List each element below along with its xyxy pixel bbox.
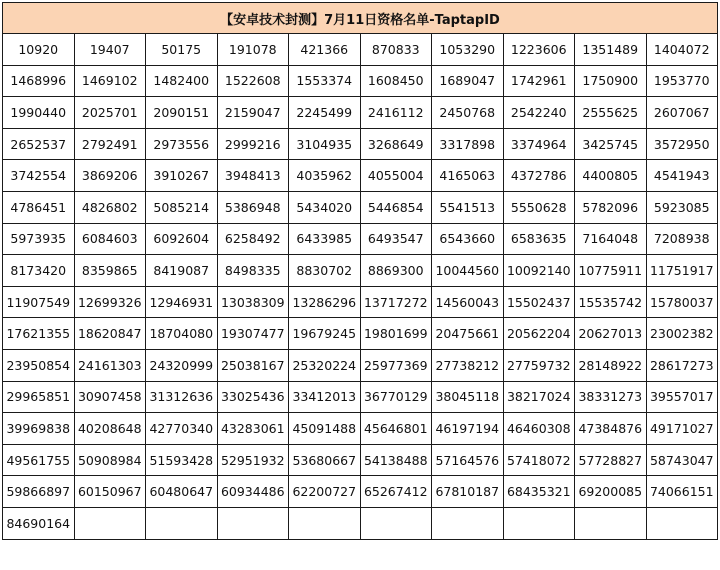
id-cell: 3948413 xyxy=(217,160,289,192)
id-cell: 84690164 xyxy=(3,507,75,539)
table-row xyxy=(3,476,718,508)
id-cell: 4035962 xyxy=(289,160,361,192)
id-list-body xyxy=(3,3,718,540)
id-cell: 1689047 xyxy=(432,65,504,97)
id-cell: 5541513 xyxy=(432,191,504,223)
id-cell: 1053290 xyxy=(432,34,504,66)
id-cell: 10092140 xyxy=(503,255,575,287)
id-cell: 31312636 xyxy=(146,381,218,413)
id-cell: 10044560 xyxy=(432,255,504,287)
table-row xyxy=(3,97,718,129)
id-cell: 33025436 xyxy=(217,381,289,413)
id-cell: 42770340 xyxy=(146,413,218,445)
id-cell: 11751917 xyxy=(646,255,718,287)
id-cell: 2245499 xyxy=(289,97,361,129)
id-cell: 5434020 xyxy=(289,191,361,223)
id-cell: 28148922 xyxy=(575,349,647,381)
id-cell: 8498335 xyxy=(217,255,289,287)
id-cell: 27738212 xyxy=(432,349,504,381)
id-cell: 421366 xyxy=(289,34,361,66)
id-cell: 2607067 xyxy=(646,97,718,129)
id-cell: 45646801 xyxy=(360,413,432,445)
id-cell: 38217024 xyxy=(503,381,575,413)
table-row xyxy=(3,286,718,318)
id-cell: 4541943 xyxy=(646,160,718,192)
id-cell: 5085214 xyxy=(146,191,218,223)
id-cell: 8869300 xyxy=(360,255,432,287)
id-cell: 2025701 xyxy=(74,97,146,129)
id-cell: 19679245 xyxy=(289,318,361,350)
list-title: 【安卓技术封测】7月11日资格名单-TaptapID xyxy=(3,3,718,34)
id-cell: 13286296 xyxy=(289,286,361,318)
id-cell: 1482400 xyxy=(146,65,218,97)
id-cell: 52951932 xyxy=(217,444,289,476)
id-cell: 47384876 xyxy=(575,413,647,445)
id-cell: 38331273 xyxy=(575,381,647,413)
id-cell xyxy=(503,507,575,539)
id-cell: 39557017 xyxy=(646,381,718,413)
id-cell: 8173420 xyxy=(3,255,75,287)
id-cell: 54138488 xyxy=(360,444,432,476)
id-cell: 4826802 xyxy=(74,191,146,223)
id-cell: 2450768 xyxy=(432,97,504,129)
id-cell: 2090151 xyxy=(146,97,218,129)
id-cell: 57728827 xyxy=(575,444,647,476)
id-cell: 24320999 xyxy=(146,349,218,381)
id-cell: 51593428 xyxy=(146,444,218,476)
id-cell: 7208938 xyxy=(646,223,718,255)
table-row xyxy=(3,444,718,476)
id-cell: 17621355 xyxy=(3,318,75,350)
id-cell: 2555625 xyxy=(575,97,647,129)
id-cell: 2999216 xyxy=(217,128,289,160)
id-cell: 6543660 xyxy=(432,223,504,255)
id-cell: 1553374 xyxy=(289,65,361,97)
id-cell: 6258492 xyxy=(217,223,289,255)
id-cell: 68435321 xyxy=(503,476,575,508)
id-cell: 20475661 xyxy=(432,318,504,350)
id-cell: 6433985 xyxy=(289,223,361,255)
id-cell: 45091488 xyxy=(289,413,361,445)
id-cell: 69200085 xyxy=(575,476,647,508)
id-cell: 19407 xyxy=(74,34,146,66)
id-cell: 10920 xyxy=(3,34,75,66)
id-cell xyxy=(289,507,361,539)
id-cell: 58743047 xyxy=(646,444,718,476)
id-cell: 5923085 xyxy=(646,191,718,223)
id-cell: 4055004 xyxy=(360,160,432,192)
id-cell: 60150967 xyxy=(74,476,146,508)
id-cell: 1742961 xyxy=(503,65,575,97)
id-cell xyxy=(360,507,432,539)
id-cell xyxy=(146,507,218,539)
id-cell: 12699326 xyxy=(74,286,146,318)
id-cell: 5973935 xyxy=(3,223,75,255)
id-cell: 2159047 xyxy=(217,97,289,129)
id-cell: 50175 xyxy=(146,34,218,66)
table-row xyxy=(3,191,718,223)
id-cell: 12946931 xyxy=(146,286,218,318)
id-cell: 28617273 xyxy=(646,349,718,381)
table-row xyxy=(3,381,718,413)
id-cell: 49171027 xyxy=(646,413,718,445)
id-cell: 30907458 xyxy=(74,381,146,413)
id-cell: 2652537 xyxy=(3,128,75,160)
id-cell: 5446854 xyxy=(360,191,432,223)
id-cell: 11907549 xyxy=(3,286,75,318)
id-cell: 53680667 xyxy=(289,444,361,476)
id-cell: 49561755 xyxy=(3,444,75,476)
id-cell: 3317898 xyxy=(432,128,504,160)
id-cell: 10775911 xyxy=(575,255,647,287)
id-cell xyxy=(646,507,718,539)
id-cell: 1404072 xyxy=(646,34,718,66)
id-cell: 5550628 xyxy=(503,191,575,223)
id-cell: 46197194 xyxy=(432,413,504,445)
id-cell: 6583635 xyxy=(503,223,575,255)
id-cell: 8830702 xyxy=(289,255,361,287)
id-cell: 7164048 xyxy=(575,223,647,255)
id-cell: 38045118 xyxy=(432,381,504,413)
id-cell: 2416112 xyxy=(360,97,432,129)
id-cell: 191078 xyxy=(217,34,289,66)
id-cell: 1522608 xyxy=(217,65,289,97)
id-cell: 19801699 xyxy=(360,318,432,350)
id-cell: 62200727 xyxy=(289,476,361,508)
header-row xyxy=(3,3,718,34)
id-cell: 3869206 xyxy=(74,160,146,192)
id-cell: 15780037 xyxy=(646,286,718,318)
table-row xyxy=(3,349,718,381)
id-cell: 20562204 xyxy=(503,318,575,350)
table-row xyxy=(3,65,718,97)
id-cell: 1469102 xyxy=(74,65,146,97)
id-cell: 33412013 xyxy=(289,381,361,413)
id-cell: 23002382 xyxy=(646,318,718,350)
id-cell: 1608450 xyxy=(360,65,432,97)
id-cell: 25320224 xyxy=(289,349,361,381)
id-cell: 3268649 xyxy=(360,128,432,160)
id-cell xyxy=(217,507,289,539)
id-cell: 67810187 xyxy=(432,476,504,508)
id-cell: 13038309 xyxy=(217,286,289,318)
id-cell: 23950854 xyxy=(3,349,75,381)
id-cell: 2792491 xyxy=(74,128,146,160)
id-cell: 59866897 xyxy=(3,476,75,508)
id-cell: 1750900 xyxy=(575,65,647,97)
id-cell: 5782096 xyxy=(575,191,647,223)
id-cell: 2973556 xyxy=(146,128,218,160)
id-cell: 3425745 xyxy=(575,128,647,160)
id-cell: 46460308 xyxy=(503,413,575,445)
table-row xyxy=(3,160,718,192)
id-cell: 15502437 xyxy=(503,286,575,318)
id-cell: 6493547 xyxy=(360,223,432,255)
id-cell: 6092604 xyxy=(146,223,218,255)
id-cell: 8359865 xyxy=(74,255,146,287)
id-cell: 27759732 xyxy=(503,349,575,381)
id-cell: 4786451 xyxy=(3,191,75,223)
id-cell: 4372786 xyxy=(503,160,575,192)
id-cell: 65267412 xyxy=(360,476,432,508)
id-cell: 20627013 xyxy=(575,318,647,350)
id-cell: 18704080 xyxy=(146,318,218,350)
id-cell: 36770129 xyxy=(360,381,432,413)
id-cell: 50908984 xyxy=(74,444,146,476)
id-cell: 25038167 xyxy=(217,349,289,381)
id-cell: 3910267 xyxy=(146,160,218,192)
id-cell: 8419087 xyxy=(146,255,218,287)
id-cell: 18620847 xyxy=(74,318,146,350)
id-cell xyxy=(575,507,647,539)
id-cell: 1990440 xyxy=(3,97,75,129)
id-cell xyxy=(74,507,146,539)
id-cell: 1351489 xyxy=(575,34,647,66)
id-cell: 13717272 xyxy=(360,286,432,318)
id-cell: 5386948 xyxy=(217,191,289,223)
id-cell: 3104935 xyxy=(289,128,361,160)
id-cell: 4400805 xyxy=(575,160,647,192)
id-cell: 1223606 xyxy=(503,34,575,66)
table-row xyxy=(3,413,718,445)
id-cell: 4165063 xyxy=(432,160,504,192)
table-row xyxy=(3,223,718,255)
id-cell: 14560043 xyxy=(432,286,504,318)
table-row xyxy=(3,507,718,539)
table-row xyxy=(3,128,718,160)
id-cell: 3374964 xyxy=(503,128,575,160)
id-cell: 2542240 xyxy=(503,97,575,129)
id-cell: 1953770 xyxy=(646,65,718,97)
id-cell xyxy=(432,507,504,539)
id-cell: 3572950 xyxy=(646,128,718,160)
table-row xyxy=(3,255,718,287)
id-list-table xyxy=(2,2,718,540)
id-cell: 29965851 xyxy=(3,381,75,413)
table-row xyxy=(3,34,718,66)
id-cell: 60480647 xyxy=(146,476,218,508)
id-cell: 19307477 xyxy=(217,318,289,350)
id-cell: 43283061 xyxy=(217,413,289,445)
id-cell: 57164576 xyxy=(432,444,504,476)
id-cell: 39969838 xyxy=(3,413,75,445)
id-cell: 870833 xyxy=(360,34,432,66)
id-cell: 6084603 xyxy=(74,223,146,255)
id-cell: 74066151 xyxy=(646,476,718,508)
id-cell: 60934486 xyxy=(217,476,289,508)
id-cell: 25977369 xyxy=(360,349,432,381)
id-cell: 1468996 xyxy=(3,65,75,97)
table-row xyxy=(3,318,718,350)
id-cell: 3742554 xyxy=(3,160,75,192)
id-cell: 24161303 xyxy=(74,349,146,381)
id-cell: 57418072 xyxy=(503,444,575,476)
id-cell: 40208648 xyxy=(74,413,146,445)
id-cell: 15535742 xyxy=(575,286,647,318)
